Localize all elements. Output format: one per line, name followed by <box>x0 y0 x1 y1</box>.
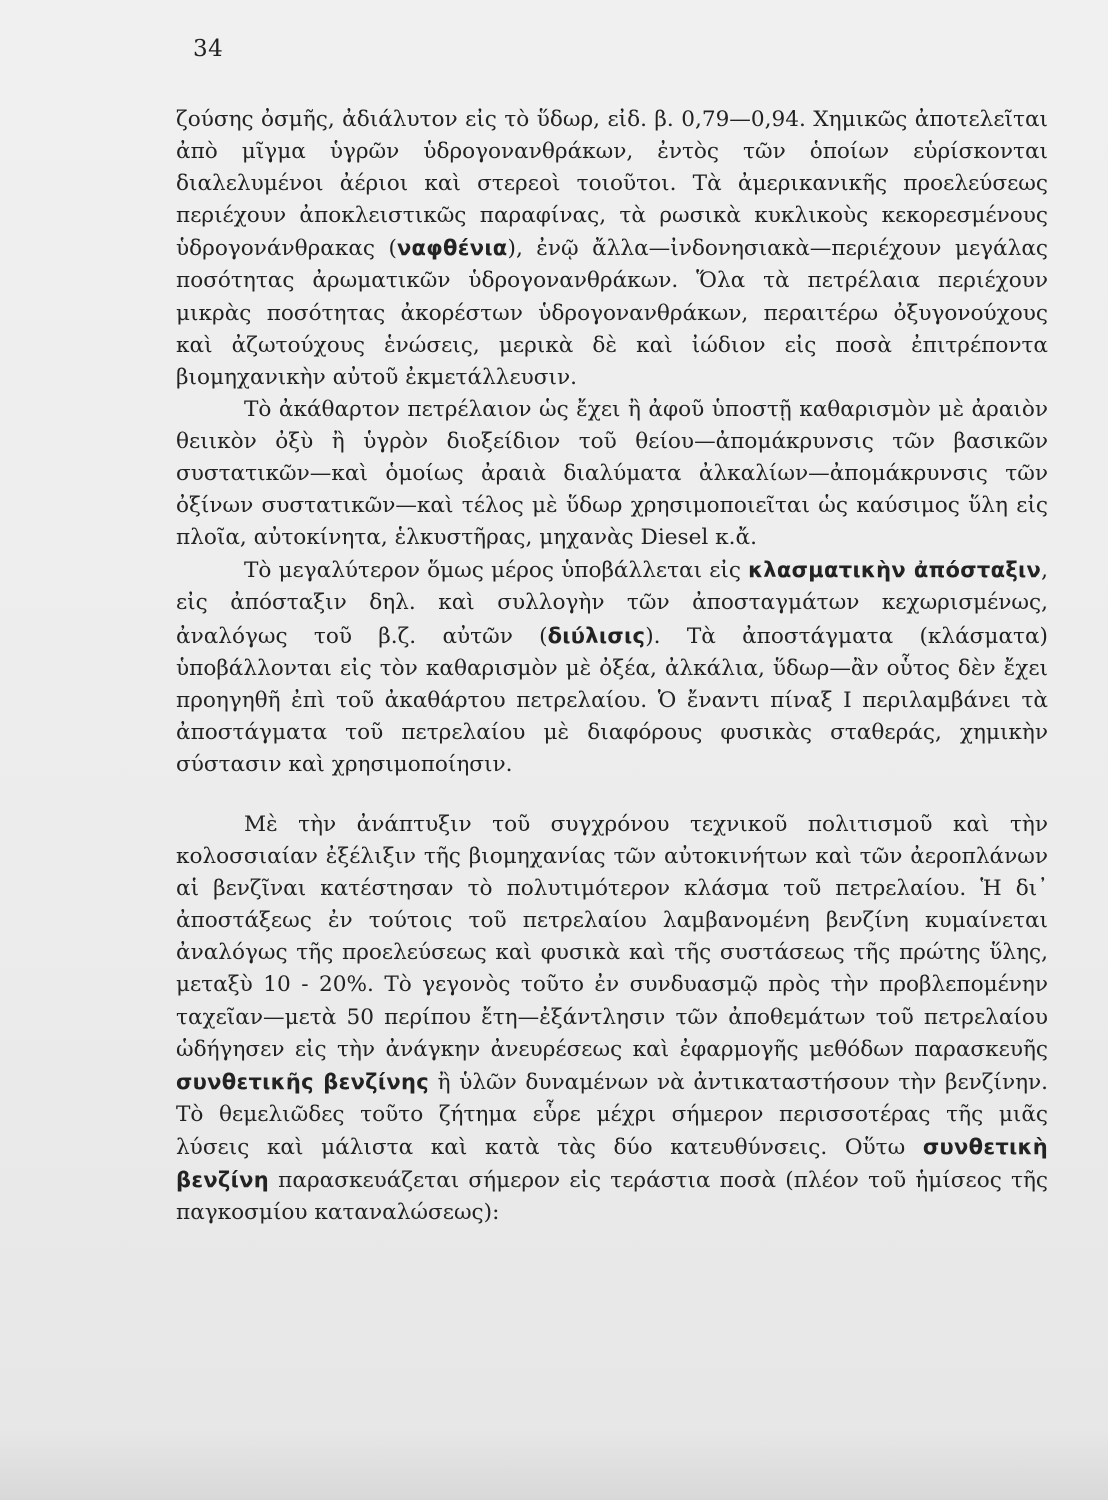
paragraph-1 <box>176 104 1048 394</box>
term-refining: διύλισις <box>547 623 646 648</box>
term-fractional-distillation: κλασματικὴν ἀπόσταξιν <box>748 558 1042 583</box>
paragraph-1-text-1: ζούσης ὀσμῆς, ἀδιάλυτον εἰς τὸ ὕδωρ, εἰδ. β. 0,79—0,94. Χημικῶς ἀποτελεῖται ἀπὸ μῖγμα ὑγρῶν ὑδρογονανθράκων, ἐντὸς τῶν ὁποίων εὑρίσκονται διαλελυμένοι ἀέριοι καὶ στερεοὶ τοιοῦτοι. Τὰ ἀμερικανικῆς προελεύσεως περιέχουν ἀποκλειστικῶς παραφίνας, τὰ ρωσικὰ κυκλικοὺς κεκορεσμένους ὑδρογονάνθρακας ( <box>176 107 1048 262</box>
paragraph-4 <box>176 809 1048 1229</box>
page-bottom-shadow <box>0 1430 1108 1500</box>
paragraph-4-text-3: παρασκευάζεται σήμερον εἰς τεράστια ποσὰ (πλέον τοῦ ἡμίσεος τῆς παγκοσμίου καταναλώσεως): <box>176 1168 1048 1226</box>
paragraph-4-text-1: Μὲ τὴν ἀνάπτυξιν τοῦ συγχρόνου τεχνικοῦ πολιτισμοῦ καὶ τὴν κολοσσιαίαν ἐξέλιξιν τῆς βιομηχανίας τῶν αὐτοκινήτων καὶ τῶν ἀεροπλάνων αἱ βενζῖναι κατέστησαν τὸ πολυτιμότερον κλάσμα τοῦ πετρελαίου. Ἡ δι᾽ ἀποστάξεως ἐν τούτοις τοῦ πετρελαίου λαμβανομένη βενζίνη κυμαίνεται ἀναλόγως τῆς προελεύσεως καὶ φυσικὰ καὶ τῆς συστάσεως τῆς πρώτης ὕλης, μεταξὺ 10 - 20%. Τὸ γεγονὸς τοῦτο ἐν συνδυασμῷ πρὸς τὴν προβλεπομένην ταχεῖαν—μετὰ 50 περίπου ἔτη—ἐξάντλησιν τῶν ἀποθεμάτων τοῦ πετρελαίου ὡδήγησεν εἰς τὴν ἀνάγκην ἀνευρέσεως καὶ ἐφαρμογῆς μεθόδων παρασκευῆς <box>176 811 1048 1062</box>
term-synthetic-gasoline: συνθετικῆς βενζίνης <box>176 1069 429 1094</box>
page-number: 34 <box>193 36 224 62</box>
paragraph-3-text-1: Τὸ μεγαλύτερον ὅμως μέρος ὑποβάλλεται εἰς <box>244 558 749 584</box>
term-naphthenes: ναφθένια <box>396 236 508 261</box>
term-synthetic-gasoline-2: συνθετικὴ βενζίνη <box>176 1134 1048 1192</box>
paragraph-4-text-2: ἢ ὑλῶν δυναμένων νὰ ἀντικαταστήσουν τὴν βενζίνην. Τὸ θεμελιῶδες τοῦτο ζήτημα εὗρε μέχρι σήμερον περισσοτέρας τῆς μιᾶς λύσεις καὶ μάλιστα καὶ κατὰ τὰς δύο κατευθύνσεις. Οὕτω <box>176 1069 1048 1160</box>
paragraph-3-text-3: ). Τὰ ἀποστάγματα (κλάσματα) ὑποβάλλονται εἰς τὸν καθαρισμὸν μὲ ὀξέα, ἀλκάλια, ὕδωρ—ἂν οὗτος δὲν ἔχει προηγηθῆ ἐπὶ τοῦ ἀκαθάρτου πετρελαίου. Ὁ ἔναντι πίναξ I περιλαμβάνει τὰ ἀποστάγματα τοῦ πετρελαίου μὲ διαφόρους φυσικὰς σταθεράς, χημικὴν σύστασιν καὶ χρησιμοποίησιν. <box>176 623 1048 777</box>
paragraph-2-text-1: Τὸ ἀκάθαρτον πετρέλαιον ὡς ἔχει ἢ ἀφοῦ ὑποστῇ καθαρισμὸν μὲ ἀραιὸν θειικὸν ὀξὺ ἢ ὑγρὸν διοξείδιον τοῦ θείου—ἀπομάκρυνσις τῶν βασικῶν συστατικῶν—καὶ ὁμοίως ἀραιὰ διαλύματα ἀλκαλίων—ἀπομάκρυνσις τῶν ὀξίνων συστατικῶν—καὶ τέλος μὲ ὕδωρ χρησιμοποιεῖται ὡς καύσιμος ὕλη εἰς πλοῖα, αὐτοκίνητα, ἑλκυστῆρας, μηχανὰς Diesel κ.ἄ. <box>176 396 1048 551</box>
paragraph-3 <box>176 554 1048 781</box>
body-text <box>176 104 1048 1229</box>
paragraph-2 <box>176 394 1048 554</box>
paragraph-3-text-2: , εἰς ἀπόσταξιν δηλ. καὶ συλλογὴν τῶν ἀποσταγμάτων κεχωρισμένως, ἀναλόγως τοῦ β.ζ. αὐτῶν ( <box>176 558 1048 649</box>
paragraph-1-text-2: ), ἐνῷ ἄλλα—ἰνδονησιακὰ—περιέχουν μεγάλας ποσότητας ἀρωματικῶν ὑδρογονανθράκων. Ὅλα τὰ πετρέλαια περιέχουν μικρὰς ποσότητας ἀκορέστων ὑδρογονανθράκων, περαιτέρω ὀξυγονούχους καὶ ἀζωτούχους ἑνώσεις, μερικὰ δὲ καὶ ἰώδιον εἰς ποσὰ ἐπιτρέποντα βιομηχανικὴν αὐτοῦ ἐκμετάλλευσιν. <box>176 236 1048 390</box>
